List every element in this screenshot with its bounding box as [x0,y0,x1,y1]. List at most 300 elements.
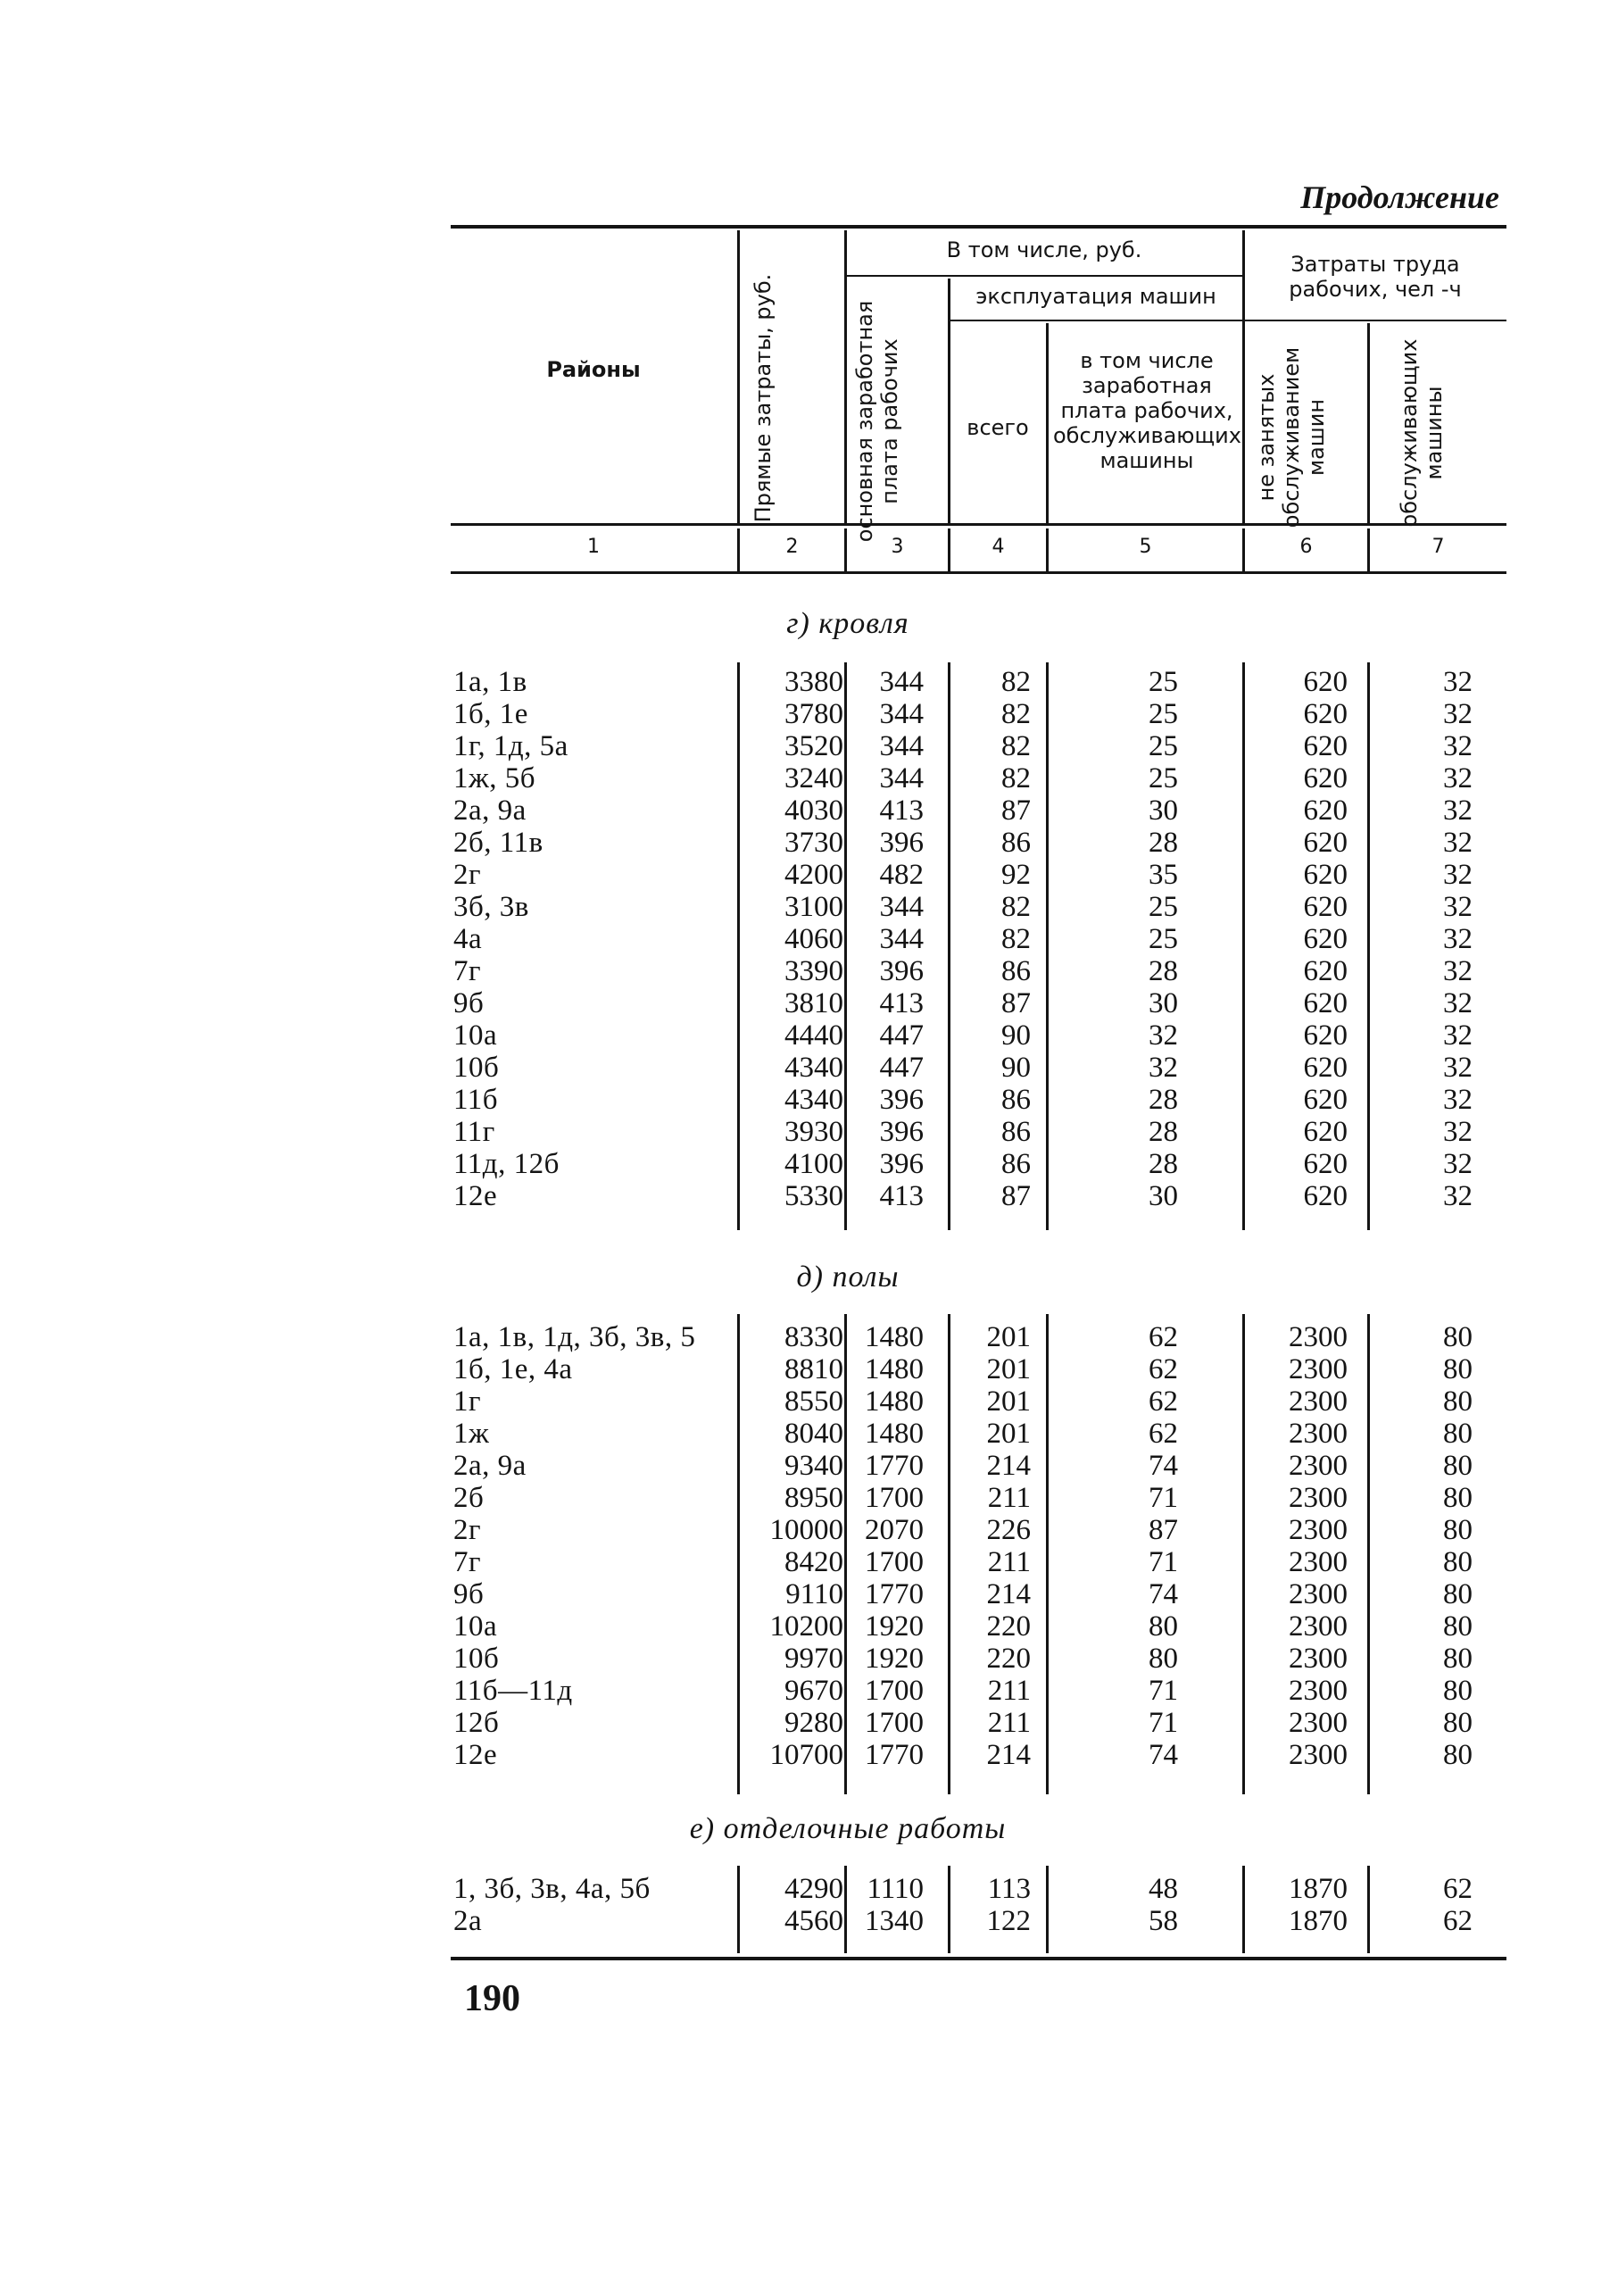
cell-labor-machines: 32 [1443,923,1473,955]
cell-labor-machines: 62 [1443,1905,1473,1937]
cell-labor-machines: 80 [1443,1707,1473,1739]
cell-labor-machines: 80 [1443,1482,1473,1514]
cell-base-wage: 396 [879,1084,924,1116]
header-including-rub: В том числе, руб. [946,237,1142,262]
cell-machine-total: 87 [1001,1180,1031,1212]
table-row [0,762,1618,794]
number-row-divider [1046,528,1049,573]
cell-base-wage: 344 [879,666,924,698]
cell-machine-wage: 62 [1149,1353,1178,1385]
table-row [0,1052,1618,1084]
cell-machine-total: 211 [987,1675,1031,1707]
section-title: е) отделочные работы [689,1812,1007,1845]
cell-direct-costs: 3390 [784,955,843,987]
cell-labor-not-machines: 620 [1303,923,1348,955]
cell-district: 10а [453,1610,498,1643]
cell-district: 1ж [453,1418,490,1450]
cell-machine-wage: 80 [1149,1643,1178,1675]
cell-district: 1г, 1д, 5а [453,730,568,762]
table-row [0,1675,1618,1707]
cell-labor-machines: 32 [1443,827,1473,859]
cell-base-wage: 344 [879,698,924,730]
cell-direct-costs: 8950 [784,1482,843,1514]
header-labor-costs: Затраты труда рабочих, чел -ч [1289,252,1462,302]
cell-district: 2б [453,1482,485,1514]
cell-labor-machines: 32 [1443,1180,1473,1212]
cell-district: 1г [453,1385,482,1418]
cell-district: 1ж, 5б [453,762,536,794]
cell-direct-costs: 8550 [784,1385,843,1418]
cell-district: 1б, 1е, 4а [453,1353,573,1385]
table-row [0,1905,1618,1937]
section-title: д) полы [796,1260,900,1294]
cell-labor-not-machines: 2300 [1289,1643,1348,1675]
header-divider [1046,323,1049,525]
cell-machine-wage: 71 [1149,1482,1178,1514]
cell-base-wage: 1770 [865,1450,924,1482]
table-row [0,923,1618,955]
table-row [0,1418,1618,1450]
cell-labor-machines: 80 [1443,1578,1473,1610]
table-row [0,1707,1618,1739]
cell-direct-costs: 3780 [784,698,843,730]
number-row-bottom-rule [451,571,1506,574]
cell-machine-wage: 74 [1149,1739,1178,1771]
cell-base-wage: 413 [879,987,924,1019]
column-number: 2 [785,536,799,558]
cell-machine-wage: 25 [1149,891,1178,923]
cell-labor-not-machines: 2300 [1289,1482,1348,1514]
table-row [0,1353,1618,1385]
cell-labor-machines: 32 [1443,1019,1473,1052]
cell-labor-machines: 80 [1443,1675,1473,1707]
cell-district: 1, 3б, 3в, 4а, 5б [453,1873,651,1905]
cell-direct-costs: 4100 [784,1148,843,1180]
cell-district: 12е [453,1180,498,1212]
table-row [0,1643,1618,1675]
cell-machine-wage: 30 [1149,1180,1178,1212]
cell-machine-wage: 71 [1149,1675,1178,1707]
table-row [0,827,1618,859]
header-machine-wage: в том числе заработная плата рабочих, обслуживающих машины [1053,348,1241,473]
cell-labor-not-machines: 2300 [1289,1739,1348,1771]
cell-machine-total: 82 [1001,730,1031,762]
cell-labor-not-machines: 2300 [1289,1385,1348,1418]
cell-base-wage: 1920 [865,1643,924,1675]
cell-labor-not-machines: 2300 [1289,1353,1348,1385]
cell-labor-machines: 80 [1443,1514,1473,1546]
cell-direct-costs: 3100 [784,891,843,923]
cell-machine-wage: 32 [1149,1019,1178,1052]
cell-district: 2б, 11в [453,827,543,859]
cell-direct-costs: 9340 [784,1450,843,1482]
cell-base-wage: 344 [879,730,924,762]
column-number: 3 [891,536,904,558]
cell-direct-costs: 8040 [784,1418,843,1450]
cell-machine-total: 86 [1001,1116,1031,1148]
header-labor-not-machines: не занятых обслуживанием машин [1254,346,1329,528]
cell-machine-total: 86 [1001,1148,1031,1180]
cell-machine-wage: 28 [1149,827,1178,859]
cell-district: 10б [453,1052,500,1084]
cell-district: 11б [453,1084,499,1116]
number-row-divider [948,528,950,573]
cell-machine-total: 90 [1001,1052,1031,1084]
cell-labor-not-machines: 620 [1303,1180,1348,1212]
cell-direct-costs: 9970 [784,1643,843,1675]
cell-base-wage: 1110 [867,1873,924,1905]
cell-labor-not-machines: 620 [1303,1019,1348,1052]
cell-labor-not-machines: 620 [1303,1116,1348,1148]
cell-machine-wage: 25 [1149,730,1178,762]
cell-base-wage: 396 [879,1116,924,1148]
cell-machine-total: 201 [986,1418,1031,1450]
cell-direct-costs: 3930 [784,1116,843,1148]
header-labor-machines: обслуживающих машины [1397,338,1447,528]
cell-machine-wage: 87 [1149,1514,1178,1546]
column-number: 4 [992,536,1005,558]
cell-base-wage: 1920 [865,1610,924,1643]
cell-labor-not-machines: 620 [1303,987,1348,1019]
cell-labor-not-machines: 1870 [1289,1905,1348,1937]
table-row [0,1385,1618,1418]
table-bottom-rule [451,1957,1506,1960]
cell-machine-total: 122 [986,1905,1031,1937]
column-number: 7 [1431,536,1445,558]
cell-machine-total: 86 [1001,1084,1031,1116]
cell-machine-wage: 28 [1149,955,1178,987]
cell-machine-wage: 35 [1149,859,1178,891]
cell-base-wage: 482 [879,859,924,891]
cell-machine-total: 226 [986,1514,1031,1546]
cell-direct-costs: 10200 [769,1610,843,1643]
header-subrule [1244,320,1506,321]
cell-machine-total: 220 [986,1643,1031,1675]
cell-base-wage: 396 [879,827,924,859]
cell-machine-wage: 25 [1149,666,1178,698]
cell-machine-wage: 30 [1149,987,1178,1019]
cell-labor-machines: 80 [1443,1610,1473,1643]
table-row [0,955,1618,987]
cell-labor-not-machines: 620 [1303,794,1348,827]
table-row [0,1450,1618,1482]
cell-district: 4а [453,923,483,955]
cell-machine-wage: 28 [1149,1084,1178,1116]
table-row [0,666,1618,698]
cell-labor-not-machines: 2300 [1289,1610,1348,1643]
cell-direct-costs: 4440 [784,1019,843,1052]
table-row [0,1739,1618,1771]
table-row [0,1610,1618,1643]
column-number: 1 [587,536,600,558]
header-machine-total: всего [967,415,1029,440]
cell-labor-machines: 80 [1443,1643,1473,1675]
cell-machine-wage: 25 [1149,923,1178,955]
continuation-label: Продолжение [1300,179,1499,215]
cell-labor-machines: 80 [1443,1418,1473,1450]
cell-labor-not-machines: 2300 [1289,1578,1348,1610]
cell-machine-total: 82 [1001,698,1031,730]
table-row [0,698,1618,730]
cell-base-wage: 1700 [865,1546,924,1578]
cell-machine-wage: 30 [1149,794,1178,827]
cell-labor-not-machines: 2300 [1289,1321,1348,1353]
cell-machine-wage: 25 [1149,698,1178,730]
table-row [0,1546,1618,1578]
cell-base-wage: 1480 [865,1321,924,1353]
cell-labor-not-machines: 620 [1303,698,1348,730]
cell-machine-total: 214 [986,1578,1031,1610]
cell-machine-wage: 74 [1149,1578,1178,1610]
cell-district: 2а, 9а [453,1450,527,1482]
cell-base-wage: 1480 [865,1353,924,1385]
cell-direct-costs: 5330 [784,1180,843,1212]
cell-direct-costs: 4290 [784,1873,843,1905]
table-row [0,859,1618,891]
cell-base-wage: 396 [879,1148,924,1180]
cell-direct-costs: 3810 [784,987,843,1019]
table-row [0,794,1618,827]
cell-labor-not-machines: 620 [1303,762,1348,794]
cell-machine-wage: 28 [1149,1116,1178,1148]
cell-base-wage: 344 [879,762,924,794]
cell-base-wage: 413 [879,794,924,827]
cell-machine-total: 82 [1001,923,1031,955]
cell-district: 3б, 3в [453,891,529,923]
cell-district: 1а, 1в, 1д, 3б, 3в, 5 [453,1321,696,1353]
cell-base-wage: 1700 [865,1707,924,1739]
cell-machine-total: 87 [1001,794,1031,827]
table-row [0,1514,1618,1546]
cell-direct-costs: 4030 [784,794,843,827]
cell-machine-wage: 62 [1149,1385,1178,1418]
cell-labor-machines: 32 [1443,1148,1473,1180]
cell-labor-not-machines: 620 [1303,1084,1348,1116]
table-row [0,1084,1618,1116]
cell-district: 2г [453,859,482,891]
table-row [0,987,1618,1019]
header-machine-operation: эксплуатация машин [975,284,1216,309]
cell-district: 7г [453,955,482,987]
cell-machine-wage: 62 [1149,1418,1178,1450]
cell-base-wage: 1770 [865,1739,924,1771]
cell-direct-costs: 8810 [784,1353,843,1385]
cell-machine-total: 92 [1001,859,1031,891]
header-divider [948,279,950,525]
cell-machine-total: 86 [1001,955,1031,987]
cell-labor-machines: 80 [1443,1385,1473,1418]
cell-base-wage: 413 [879,1180,924,1212]
table-row [0,1578,1618,1610]
cell-labor-not-machines: 2300 [1289,1514,1348,1546]
cell-district: 2а, 9а [453,794,527,827]
cell-machine-total: 90 [1001,1019,1031,1052]
cell-district: 11д, 12б [453,1148,560,1180]
header-direct-costs: Прямые затраты, руб. [751,273,776,523]
cell-direct-costs: 3520 [784,730,843,762]
number-row-divider [844,528,847,573]
cell-base-wage: 447 [879,1019,924,1052]
cell-district: 11г [453,1116,495,1148]
table-row [0,1873,1618,1905]
cell-labor-not-machines: 620 [1303,955,1348,987]
cell-labor-machines: 32 [1443,794,1473,827]
cell-base-wage: 1700 [865,1675,924,1707]
cell-direct-costs: 3380 [784,666,843,698]
cell-labor-not-machines: 2300 [1289,1707,1348,1739]
cell-machine-total: 220 [986,1610,1031,1643]
cell-labor-machines: 32 [1443,859,1473,891]
cell-machine-wage: 58 [1149,1905,1178,1937]
cell-labor-machines: 80 [1443,1321,1473,1353]
cell-machine-wage: 80 [1149,1610,1178,1643]
cell-direct-costs: 9670 [784,1675,843,1707]
cell-machine-total: 214 [986,1739,1031,1771]
cell-labor-machines: 32 [1443,891,1473,923]
cell-labor-not-machines: 620 [1303,827,1348,859]
cell-direct-costs: 10700 [769,1739,843,1771]
cell-machine-total: 87 [1001,987,1031,1019]
cell-machine-wage: 25 [1149,762,1178,794]
header-subrule [846,275,1242,277]
cell-district: 2а [453,1905,483,1937]
cell-district: 11б—11д [453,1675,573,1707]
table-row [0,1148,1618,1180]
cell-district: 7г [453,1546,482,1578]
header-subrule [950,320,1242,321]
header-bottom-rule [451,523,1506,526]
cell-direct-costs: 3730 [784,827,843,859]
header-districts: Районы [546,357,641,382]
cell-base-wage: 1700 [865,1482,924,1514]
cell-machine-wage: 71 [1149,1707,1178,1739]
cell-labor-machines: 32 [1443,730,1473,762]
cell-labor-machines: 62 [1443,1873,1473,1905]
cell-labor-machines: 32 [1443,666,1473,698]
cell-machine-total: 82 [1001,666,1031,698]
cell-machine-wage: 62 [1149,1321,1178,1353]
table-row [0,1482,1618,1514]
cell-labor-not-machines: 2300 [1289,1450,1348,1482]
cell-machine-total: 82 [1001,891,1031,923]
cell-labor-machines: 32 [1443,1052,1473,1084]
cell-base-wage: 396 [879,955,924,987]
cell-district: 2г [453,1514,482,1546]
cell-machine-total: 86 [1001,827,1031,859]
cell-labor-not-machines: 2300 [1289,1418,1348,1450]
table-row [0,891,1618,923]
cell-direct-costs: 8330 [784,1321,843,1353]
cell-labor-not-machines: 620 [1303,1148,1348,1180]
cell-labor-machines: 80 [1443,1353,1473,1385]
number-row-divider [1367,528,1370,573]
cell-machine-wage: 71 [1149,1546,1178,1578]
cell-machine-wage: 48 [1149,1873,1178,1905]
table-row [0,1116,1618,1148]
cell-direct-costs: 3240 [784,762,843,794]
cell-machine-total: 201 [986,1353,1031,1385]
top-rule [451,225,1506,229]
cell-labor-not-machines: 620 [1303,891,1348,923]
cell-machine-total: 201 [986,1385,1031,1418]
cell-base-wage: 344 [879,923,924,955]
cell-labor-machines: 32 [1443,1116,1473,1148]
header-base-wage: основная заработная плата рабочих [852,300,902,543]
column-number: 5 [1139,536,1152,558]
section-title: г) кровля [786,607,909,640]
cell-base-wage: 1770 [865,1578,924,1610]
cell-labor-machines: 32 [1443,1084,1473,1116]
cell-district: 9б [453,987,485,1019]
cell-district: 12б [453,1707,500,1739]
cell-base-wage: 344 [879,891,924,923]
cell-labor-not-machines: 620 [1303,1052,1348,1084]
header-divider [737,230,740,525]
table-row [0,1321,1618,1353]
column-number: 6 [1299,536,1313,558]
cell-labor-not-machines: 620 [1303,666,1348,698]
cell-labor-machines: 80 [1443,1450,1473,1482]
cell-direct-costs: 8420 [784,1546,843,1578]
number-row-divider [1242,528,1245,573]
cell-district: 1б, 1е [453,698,528,730]
cell-labor-machines: 32 [1443,987,1473,1019]
cell-labor-machines: 80 [1443,1739,1473,1771]
cell-direct-costs: 9110 [785,1578,843,1610]
cell-direct-costs: 4340 [784,1052,843,1084]
cell-machine-wage: 74 [1149,1450,1178,1482]
header-divider [1367,323,1370,525]
number-row-divider [737,528,740,573]
cell-machine-total: 113 [987,1873,1031,1905]
cell-direct-costs: 10000 [769,1514,843,1546]
cell-direct-costs: 4200 [784,859,843,891]
cell-labor-not-machines: 2300 [1289,1546,1348,1578]
cell-machine-total: 211 [987,1482,1031,1514]
cell-labor-machines: 32 [1443,762,1473,794]
cell-direct-costs: 4060 [784,923,843,955]
cell-base-wage: 447 [879,1052,924,1084]
cell-labor-not-machines: 620 [1303,730,1348,762]
table-row [0,1019,1618,1052]
cell-labor-machines: 80 [1443,1546,1473,1578]
cell-base-wage: 1480 [865,1418,924,1450]
cell-base-wage: 1480 [865,1385,924,1418]
table-row [0,1180,1618,1212]
cell-machine-wage: 28 [1149,1148,1178,1180]
cell-district: 9б [453,1578,485,1610]
cell-direct-costs: 9280 [784,1707,843,1739]
cell-machine-total: 211 [987,1707,1031,1739]
cell-machine-wage: 32 [1149,1052,1178,1084]
cell-machine-total: 211 [987,1546,1031,1578]
cell-machine-total: 201 [986,1321,1031,1353]
cell-district: 10б [453,1643,500,1675]
table-row [0,730,1618,762]
cell-labor-machines: 32 [1443,955,1473,987]
cell-direct-costs: 4560 [784,1905,843,1937]
cell-district: 12е [453,1739,498,1771]
cell-machine-total: 82 [1001,762,1031,794]
cell-base-wage: 1340 [865,1905,924,1937]
cell-labor-not-machines: 620 [1303,859,1348,891]
cell-district: 1а, 1в [453,666,527,698]
cell-direct-costs: 4340 [784,1084,843,1116]
cell-district: 10а [453,1019,498,1052]
cell-labor-not-machines: 2300 [1289,1675,1348,1707]
cell-machine-total: 214 [986,1450,1031,1482]
page-number: 190 [464,1978,520,2019]
